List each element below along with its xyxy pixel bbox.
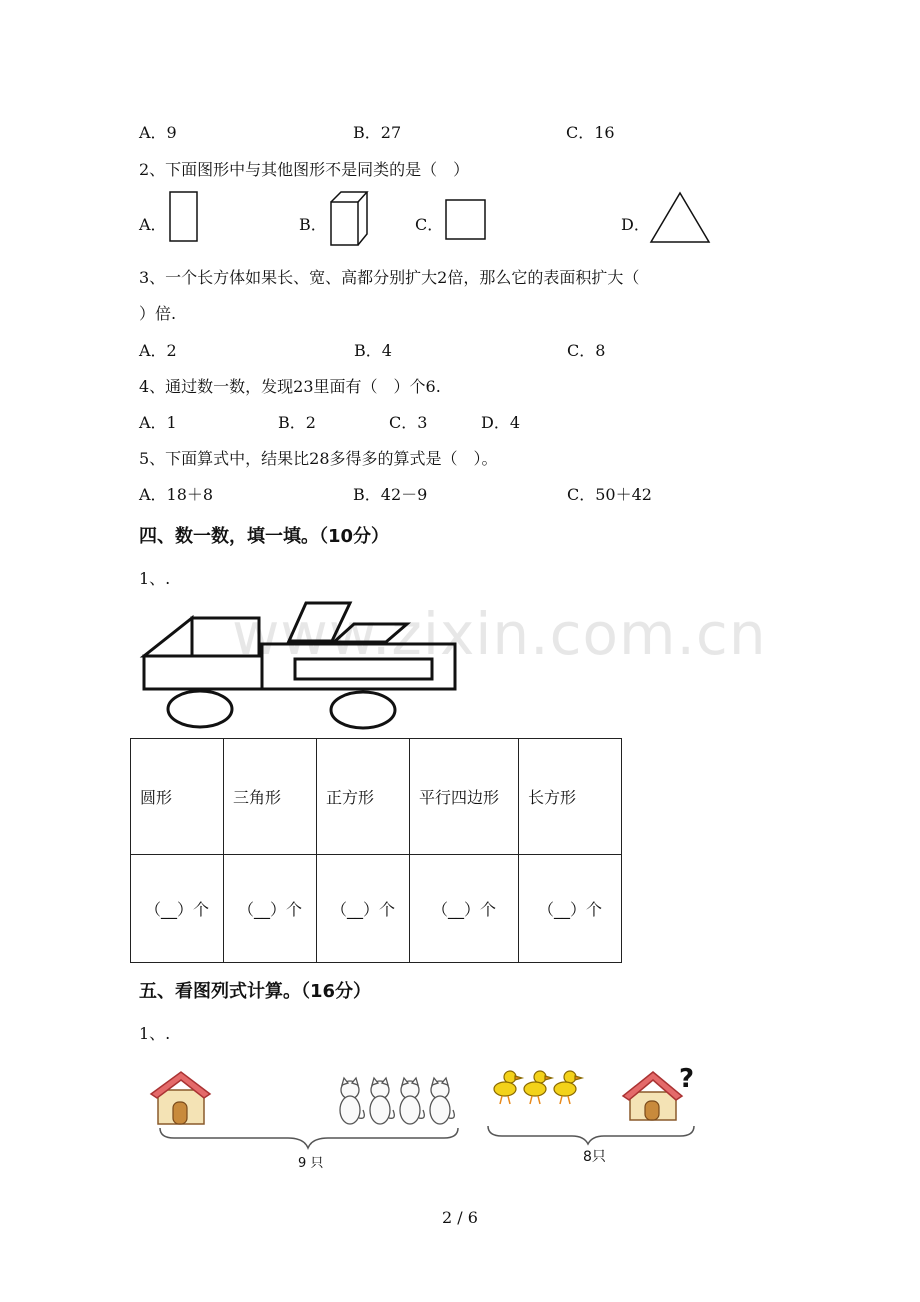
rectangle-icon <box>168 190 200 244</box>
q3-option-b: B．4 <box>354 341 392 360</box>
right-count-label: 8只 <box>583 1149 606 1165</box>
table-header-rectangle: 长方形 <box>519 739 622 855</box>
ducks-house-picture <box>484 1064 704 1148</box>
question-mark-icon: ? <box>679 1064 695 1094</box>
q2-label-d: D． <box>621 215 650 234</box>
q4-text: 4、通过数一数，发现23里面有（ ）个6. <box>139 377 441 396</box>
section5-heading: 五、看图列式计算。（16分） <box>139 981 372 1002</box>
q3-text-line2: ）倍. <box>139 304 177 323</box>
q2-label-a: A． <box>139 215 167 234</box>
table-cell-circle-count[interactable]: （__）个 <box>131 855 224 963</box>
table-header-square: 正方形 <box>317 739 410 855</box>
cuboid-icon <box>328 189 370 249</box>
table-cell-triangle-count[interactable]: （__）个 <box>224 855 317 963</box>
section4-item-number: 1、. <box>139 569 171 588</box>
table-header-triangle: 三角形 <box>224 739 317 855</box>
section4-heading: 四、数一数，填一填。（10分） <box>139 526 390 547</box>
q3-option-a: A．2 <box>139 341 177 360</box>
table-cell-rectangle-count[interactable]: （__）个 <box>519 855 622 963</box>
q5-option-b: B．42－9 <box>353 485 428 504</box>
q2-text: 2、下面图形中与其他图形不是同类的是（ ） <box>139 160 470 179</box>
table-cell-parallelogram-count[interactable]: （__）个 <box>410 855 519 963</box>
q2-label-c: C． <box>415 215 444 234</box>
q2-label-b: B． <box>299 215 327 234</box>
q1-option-c: C．16 <box>566 123 615 142</box>
table-header-circle: 圆形 <box>131 739 224 855</box>
table-header-parallelogram: 平行四边形 <box>410 739 519 855</box>
q4-option-a: A．1 <box>139 413 177 432</box>
shape-count-table <box>130 738 622 963</box>
duck-icon <box>494 1071 582 1104</box>
square-icon <box>444 198 488 242</box>
q4-option-b: B．2 <box>278 413 316 432</box>
q5-text: 5、下面算式中，结果比28多得多的算式是（ ）。 <box>139 449 498 468</box>
section5-item-number: 1、. <box>139 1024 171 1043</box>
q5-option-c: C．50＋42 <box>567 485 652 504</box>
brace-icon <box>488 1126 694 1144</box>
brace-icon <box>160 1128 458 1148</box>
q5-option-a: A．18＋8 <box>139 485 214 504</box>
q4-option-d: D．4 <box>481 413 521 432</box>
q3-option-c: C．8 <box>567 341 606 360</box>
triangle-icon <box>648 190 712 246</box>
left-count-label: 9 只 <box>298 1156 324 1171</box>
q1-option-b: B．27 <box>353 123 402 142</box>
house-icon <box>623 1072 682 1120</box>
watermark: www.zixin.com.cn <box>232 600 767 668</box>
q1-option-a: A．9 <box>139 123 177 142</box>
q3-text-line1: 3、一个长方体如果长、宽、高都分别扩大2倍，那么它的表面积扩大（ <box>139 268 640 287</box>
house-icon <box>151 1072 210 1124</box>
cat-icon <box>340 1078 454 1124</box>
truck-figure <box>136 598 462 734</box>
table-cell-square-count[interactable]: （__）个 <box>317 855 410 963</box>
q4-option-c: C．3 <box>389 413 428 432</box>
page-number: 2 / 6 <box>442 1208 478 1227</box>
